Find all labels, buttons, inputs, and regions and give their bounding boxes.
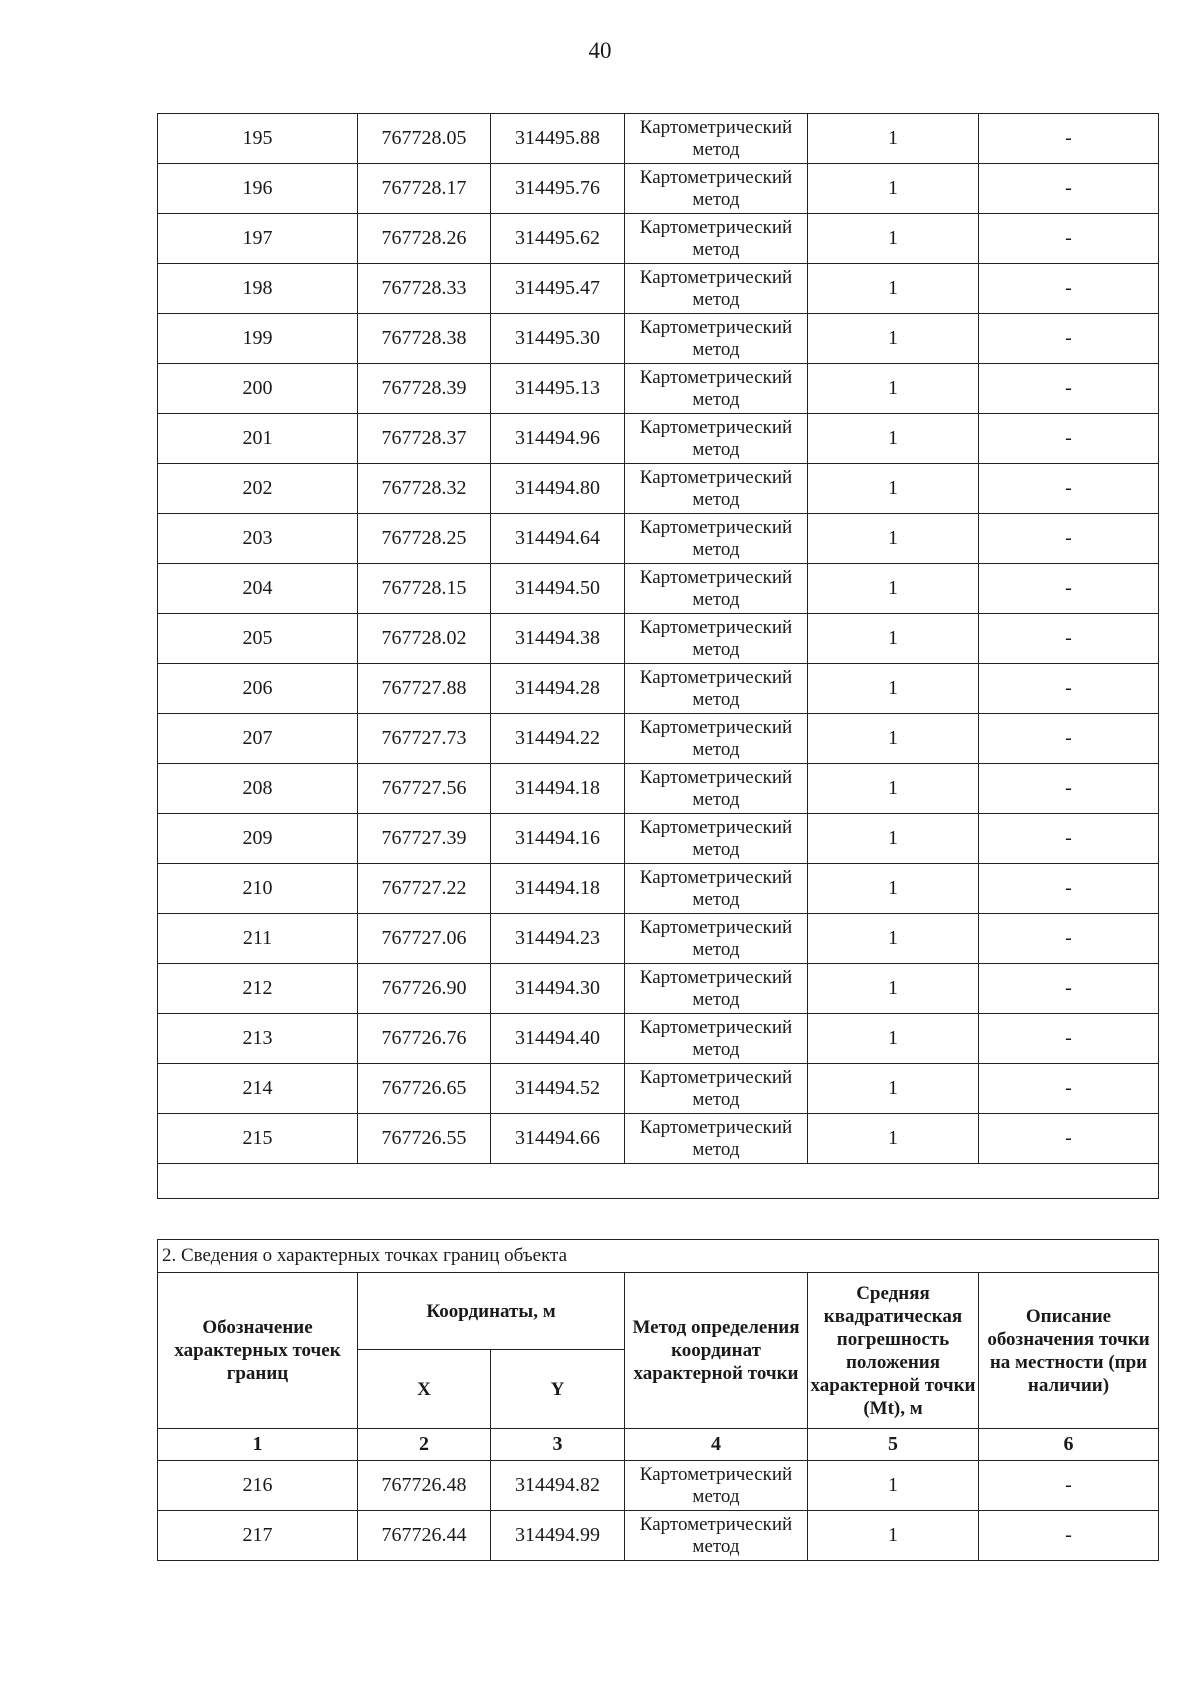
coordinate-y: 314494.96 (491, 414, 625, 464)
mean-square-error: 1 (808, 414, 979, 464)
point-number: 208 (158, 764, 358, 814)
coordinate-x: 767727.73 (358, 714, 491, 764)
point-number: 198 (158, 264, 358, 314)
table-row (158, 264, 1159, 314)
coordinate-y: 314494.23 (491, 914, 625, 964)
point-number: 199 (158, 314, 358, 364)
table-row (158, 814, 1159, 864)
point-number: 203 (158, 514, 358, 564)
point-number: 202 (158, 464, 358, 514)
mean-square-error: 1 (808, 114, 979, 164)
mean-square-error: 1 (808, 314, 979, 364)
point-description: - (979, 1064, 1159, 1114)
header-y: Y (491, 1350, 625, 1429)
point-number: 197 (158, 214, 358, 264)
coordinate-x: 767728.39 (358, 364, 491, 414)
point-description: - (979, 864, 1159, 914)
coordinate-y: 314495.13 (491, 364, 625, 414)
point-number: 216 (158, 1461, 358, 1511)
section-title: 2. Сведения о характерных точках границ объекта (158, 1240, 1159, 1273)
point-description: - (979, 114, 1159, 164)
boundary-points-table-body (158, 1461, 1159, 1561)
mean-square-error: 1 (808, 914, 979, 964)
method: Картометрический метод (625, 1014, 808, 1064)
point-number: 214 (158, 1064, 358, 1114)
coordinate-y: 314494.66 (491, 1114, 625, 1164)
header-error: Средняя квадратическая погрешность положения характерной точки (Mt), м (808, 1273, 979, 1429)
boundary-points-table (157, 1239, 1159, 1561)
page-number: 40 (588, 38, 612, 63)
point-description: - (979, 764, 1159, 814)
point-description: - (979, 364, 1159, 414)
point-number: 207 (158, 714, 358, 764)
method: Картометрический метод (625, 564, 808, 614)
mean-square-error: 1 (808, 1064, 979, 1114)
coordinate-x: 767728.32 (358, 464, 491, 514)
mean-square-error: 1 (808, 764, 979, 814)
method: Картометрический метод (625, 1511, 808, 1561)
table-row (158, 564, 1159, 614)
method: Картометрический метод (625, 114, 808, 164)
mean-square-error: 1 (808, 514, 979, 564)
point-description: - (979, 214, 1159, 264)
table-row (158, 1511, 1159, 1561)
coordinate-x: 767726.44 (358, 1511, 491, 1561)
method: Картометрический метод (625, 714, 808, 764)
coordinate-y: 314494.18 (491, 864, 625, 914)
table-row (158, 1114, 1159, 1164)
method: Картометрический метод (625, 414, 808, 464)
empty-cell (158, 1164, 1159, 1199)
coordinate-x: 767727.88 (358, 664, 491, 714)
column-number: 3 (491, 1429, 625, 1461)
coordinate-y: 314494.80 (491, 464, 625, 514)
mean-square-error: 1 (808, 214, 979, 264)
table-row (158, 714, 1159, 764)
coordinate-x: 767728.02 (358, 614, 491, 664)
mean-square-error: 1 (808, 1511, 979, 1561)
column-number: 2 (358, 1429, 491, 1461)
point-description: - (979, 814, 1159, 864)
coordinate-y: 314495.76 (491, 164, 625, 214)
method: Картометрический метод (625, 614, 808, 664)
point-description: - (979, 1461, 1159, 1511)
point-number: 209 (158, 814, 358, 864)
method: Картометрический метод (625, 164, 808, 214)
table-row (158, 914, 1159, 964)
point-number: 215 (158, 1114, 358, 1164)
mean-square-error: 1 (808, 1114, 979, 1164)
method: Картометрический метод (625, 864, 808, 914)
coordinate-y: 314494.38 (491, 614, 625, 664)
coordinate-x: 767726.55 (358, 1114, 491, 1164)
coordinate-y: 314495.88 (491, 114, 625, 164)
method: Картометрический метод (625, 514, 808, 564)
coordinate-x: 767726.76 (358, 1014, 491, 1064)
coordinate-y: 314494.64 (491, 514, 625, 564)
coordinate-y: 314494.82 (491, 1461, 625, 1511)
table-row (158, 414, 1159, 464)
column-number: 6 (979, 1429, 1159, 1461)
coordinate-y: 314494.18 (491, 764, 625, 814)
point-description: - (979, 514, 1159, 564)
coordinate-y: 314494.16 (491, 814, 625, 864)
coordinate-y: 314495.30 (491, 314, 625, 364)
method: Картометрический метод (625, 264, 808, 314)
point-description: - (979, 464, 1159, 514)
mean-square-error: 1 (808, 864, 979, 914)
mean-square-error: 1 (808, 264, 979, 314)
coordinate-x: 767728.37 (358, 414, 491, 464)
coordinate-x: 767728.33 (358, 264, 491, 314)
column-number: 4 (625, 1429, 808, 1461)
coordinate-x: 767728.38 (358, 314, 491, 364)
table-row (158, 364, 1159, 414)
method: Картометрический метод (625, 1064, 808, 1114)
method: Картометрический метод (625, 814, 808, 864)
point-description: - (979, 714, 1159, 764)
point-description: - (979, 264, 1159, 314)
table-row (158, 614, 1159, 664)
mean-square-error: 1 (808, 164, 979, 214)
method: Картометрический метод (625, 314, 808, 364)
mean-square-error: 1 (808, 364, 979, 414)
coordinate-x: 767726.65 (358, 1064, 491, 1114)
method: Картометрический метод (625, 914, 808, 964)
table-row (158, 864, 1159, 914)
table-row (158, 1064, 1159, 1114)
point-description: - (979, 164, 1159, 214)
point-number: 213 (158, 1014, 358, 1064)
column-number: 1 (158, 1429, 358, 1461)
point-description: - (979, 914, 1159, 964)
coordinate-y: 314494.28 (491, 664, 625, 714)
method: Картометрический метод (625, 364, 808, 414)
header-description: Описание обозначения точки на местности (при наличии) (979, 1273, 1159, 1429)
coordinate-x: 767727.06 (358, 914, 491, 964)
method: Картометрический метод (625, 764, 808, 814)
coordinate-x: 767727.56 (358, 764, 491, 814)
column-number: 5 (808, 1429, 979, 1461)
point-description: - (979, 1014, 1159, 1064)
coordinate-y: 314494.30 (491, 964, 625, 1014)
header-coordinates: Координаты, м (358, 1273, 625, 1350)
method: Картометрический метод (625, 1461, 808, 1511)
mean-square-error: 1 (808, 814, 979, 864)
point-description: - (979, 964, 1159, 1014)
point-number: 206 (158, 664, 358, 714)
coordinate-x: 767726.90 (358, 964, 491, 1014)
empty-row (158, 1164, 1159, 1199)
table-row (158, 314, 1159, 364)
table-row (158, 964, 1159, 1014)
table-row (158, 664, 1159, 714)
point-description: - (979, 314, 1159, 364)
mean-square-error: 1 (808, 464, 979, 514)
table-row (158, 1014, 1159, 1064)
method: Картометрический метод (625, 964, 808, 1014)
table-row (158, 214, 1159, 264)
point-number: 210 (158, 864, 358, 914)
coordinate-y: 314494.22 (491, 714, 625, 764)
point-number: 200 (158, 364, 358, 414)
mean-square-error: 1 (808, 1461, 979, 1511)
coordinate-x: 767728.25 (358, 514, 491, 564)
header-designation: Обозначение характерных точек границ (158, 1273, 358, 1429)
point-number: 195 (158, 114, 358, 164)
coordinate-x: 767728.05 (358, 114, 491, 164)
coordinates-table-body (158, 114, 1159, 1199)
point-number: 205 (158, 614, 358, 664)
method: Картометрический метод (625, 464, 808, 514)
point-number: 204 (158, 564, 358, 614)
method: Картометрический метод (625, 1114, 808, 1164)
point-description: - (979, 414, 1159, 464)
mean-square-error: 1 (808, 564, 979, 614)
header-method: Метод определения координат характерной точки (625, 1273, 808, 1429)
point-number: 196 (158, 164, 358, 214)
coordinate-y: 314494.50 (491, 564, 625, 614)
coordinate-x: 767728.15 (358, 564, 491, 614)
point-number: 212 (158, 964, 358, 1014)
coordinate-x: 767727.22 (358, 864, 491, 914)
table-row (158, 114, 1159, 164)
header-x: X (358, 1350, 491, 1429)
coordinate-x: 767728.17 (358, 164, 491, 214)
method: Картометрический метод (625, 664, 808, 714)
point-number: 217 (158, 1511, 358, 1561)
mean-square-error: 1 (808, 664, 979, 714)
table-row (158, 1461, 1159, 1511)
mean-square-error: 1 (808, 964, 979, 1014)
coordinate-y: 314494.40 (491, 1014, 625, 1064)
method: Картометрический метод (625, 214, 808, 264)
mean-square-error: 1 (808, 1014, 979, 1064)
coordinate-y: 314494.52 (491, 1064, 625, 1114)
table-row (158, 164, 1159, 214)
point-description: - (979, 614, 1159, 664)
point-description: - (979, 564, 1159, 614)
coordinate-y: 314495.62 (491, 214, 625, 264)
coordinate-x: 767726.48 (358, 1461, 491, 1511)
table-row (158, 514, 1159, 564)
point-description: - (979, 1511, 1159, 1561)
point-number: 211 (158, 914, 358, 964)
mean-square-error: 1 (808, 614, 979, 664)
coordinate-y: 314494.99 (491, 1511, 625, 1561)
table-row (158, 764, 1159, 814)
point-description: - (979, 664, 1159, 714)
coordinates-table-continued (157, 113, 1159, 1199)
coordinate-x: 767727.39 (358, 814, 491, 864)
table-row (158, 464, 1159, 514)
coordinate-y: 314495.47 (491, 264, 625, 314)
point-description: - (979, 1114, 1159, 1164)
coordinate-x: 767728.26 (358, 214, 491, 264)
mean-square-error: 1 (808, 714, 979, 764)
point-number: 201 (158, 414, 358, 464)
